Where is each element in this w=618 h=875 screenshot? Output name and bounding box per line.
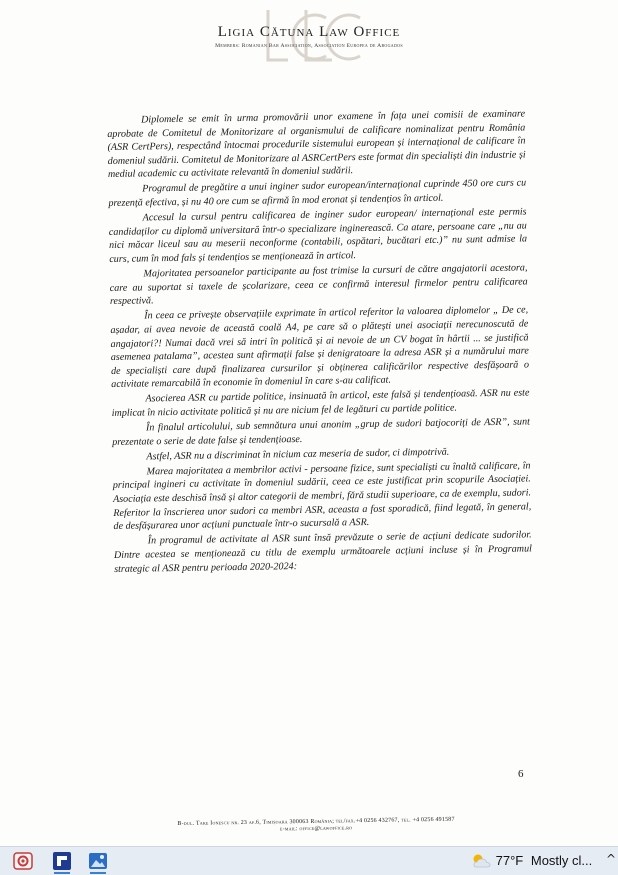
paragraph: Majoritatea persoanelor participante au fost trimise la cursuri de către angajatorii acestora, care au suportat si taxele de școlarizare, ceea ce confirmă interesul firmelor pentru calificarea respectivă.	[109, 262, 528, 308]
letterhead	[0, 24, 618, 49]
office-app-icon[interactable]	[52, 851, 72, 871]
paragraph: În finalul articolului, sub semnătura unui anonim „grup de sudori batjocoriți de ASR”, sunt prezentate o serie de date false și tendențioase.	[112, 416, 530, 448]
paragraph: Marea majoritatea a membrilor activi - persoane fizice, sunt specialiști cu înaltă calificare, în principal ingineri cu activitate în domeniul sudării, ceea ce este justificat prin scopurile Asociației. Asociația este deschisă însă și altor categorii de membri, fără studii superioare, ca de exemplu, sudori. Referitor la înscrierea unor sudori ca membri ASR, aceasta a fost sporadică, fiind legată, în general, de desfășurarea unor acțiuni punctuale într-o sucursală a ASR.	[112, 460, 532, 533]
weather-condition: Mostly cl...	[530, 853, 593, 869]
footer-email: e-mail: office@lawoffice.ro	[279, 825, 353, 833]
weather-temperature: 77°F	[495, 853, 524, 869]
weather-widget[interactable]	[470, 852, 592, 870]
paragraph: În programul de activitate al ASR sunt însă prevăzute o serie de acțiuni dedicate sudorilor. Dintre acestea se menționează cu titlu de exemplu următoarele acțiuni incluse și în Programul strategic al ASR pentru perioada 2020-2024:	[113, 529, 532, 575]
photos-app-icon[interactable]	[88, 851, 108, 871]
page-number: 6	[518, 768, 524, 780]
firm-memberships: Members: Romanian Bar Association, Association Europea de Abogados	[215, 43, 403, 49]
partly-cloudy-icon	[470, 853, 492, 869]
paragraph: Astfel, ASR nu a discriminat în nicium caz meseria de sudor, ci dimpotrivă.	[146, 446, 450, 463]
paragraph: Diplomele se emit în urma promovării unor examene în fața unei comisii de examinare aprobate de Comitetul de Monitorizare al organismului de calificare nominalizat pentru România (ASR CertPers), respectând întocmai procedurile sistemului european și internațional de calificare în domeniul sudării. Comitetul de Monitorizare al ASRCertPers este format din specialiști din industrie și mediul academic cu activitate relevantă în domeniul sudării.	[107, 108, 526, 181]
paragraph: Asocierea ASR cu partide politice, insinuată în articol, este falsă și tendențioasă. ASR nu este implicat în nicio activitate politică și nu are nicium fel de legături cu partide politice.	[111, 387, 530, 419]
paragraph: În ceea ce privește observațiile exprimate în articol referitor la valoarea diplomelor „ De ce, așadar, ai avea nevoie de această coală A4, pe care să o plătești unei asociații nerecunoscută de angajatori?! Numai dacă vrei să intri în politică și ai nevoie de un CV bogat în hârtii ... se justifică asemenea patalama”, acestea sunt afirmații false și denigratoare la adresa ASR și a numărului mare de specialiști care după finalizarea cursurilor și obținerea calificărilor respective desfășoară o activitate remarcabilă în economie în domeniul în care s-au calificat.	[110, 304, 530, 391]
page-footer	[116, 816, 516, 835]
firm-name: Ligia Cătuna Law Office	[217, 24, 401, 40]
taskbar	[0, 846, 618, 875]
document-body	[107, 107, 532, 577]
paragraph: Programul de pregătire a unui inginer sudor european/internațional cuprinde 450 ore curs cu prezență efectiva, și nu 40 ore cum se afirmă în mod eronat și tendențios în articol.	[108, 177, 527, 210]
recording-app-icon[interactable]	[13, 851, 33, 871]
tray-chevron-icon[interactable]: ^	[606, 852, 617, 866]
paragraph: Accesul la cursul pentru calificarea de inginer sudor european/ internațional este permis candidaților cu diplomă universitară într-o specializare inginerească. Ca atare, persoane care „nu au nici măcar liceul sau au meserii neconforme (contabili, ospătari, bucătari etc.)” nu sunt admise la curs, cum în mod fals și tendențios se menționează în articol.	[108, 206, 528, 265]
footer-address: B-dul. Take Ionescu nr. 23 ap.6, Timișoara 300063 România; tel/fax.+4 0256 432767, tel. +4 0256 491587	[177, 816, 455, 828]
